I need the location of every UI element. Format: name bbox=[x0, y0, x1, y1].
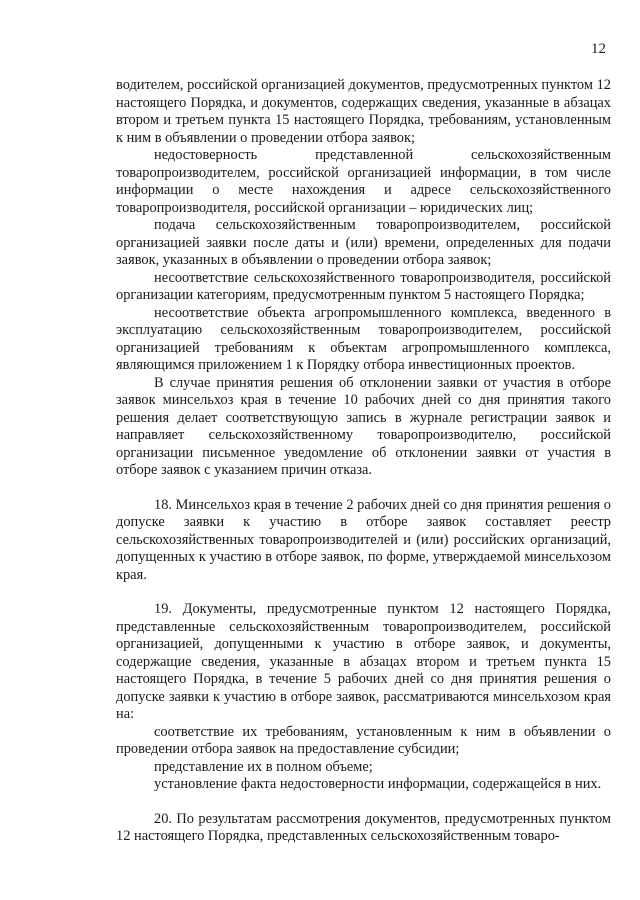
paragraph-continuation: водителем, российской организацией документов, предусмотренных пунктом 12 настоящего Порядка, и документов, содержащих сведения, указанные в абзацах втором и третьем пункта 15 настоящего Порядка, требованиям, установленным к ним в объявлении о проведении отбора заявок; bbox=[116, 77, 611, 146]
paragraph-rejection-notice: В случае принятия решения об отклонении заявки от участия в отборе заявок минсельхоз края в течение 10 рабочих дней со дня принятия такого решения делает соответствующую запись в журнале регистрации заявок и направляет сельскохозяйственному товаропроизводителю, российской организации письменное уведомление об отклонении заявки от участия в отборе заявок с указанием причин отказа. bbox=[116, 374, 611, 478]
paragraph-compliance: соответствие их требованиям, установленным к ним в объявлении о проведении отбора заявок на предоставление субсидии; bbox=[116, 723, 611, 757]
paragraph-unreliability: недостоверность представленной сельскохозяйственным товаропроизводителем, российской организацией информации, в том числе информации о месте нахождения и адресе сельскохозяйственного товаропроизводителя, российской организации – юридических лиц; bbox=[116, 147, 611, 216]
paragraph-category-mismatch: несоответствие сельскохозяйственного товаропроизводителя, российской организации категориям, предусмотренным пунктом 5 настоящего Порядка; bbox=[116, 269, 611, 303]
paragraph-completeness: представление их в полном объеме; bbox=[154, 758, 373, 775]
paragraph-item-19: 19. Документы, предусмотренные пунктом 12 настоящего Порядка, представленные сельскохозяйственным товаропроизводителем, российской организацией, допущенными к участию в отборе заявок, и документы, содержащие сведения, указанные в абзацах втором и третьем пункта 15 настоящего Порядка, в течение 5 рабочих дней со дня принятия решения о допуске заявки к участию в отборе заявок, рассматриваются минсельхозом края на: bbox=[116, 601, 611, 722]
paragraph-late-submission: подача сельскохозяйственным товаропроизводителем, российской организацией заявки после даты и (или) времени, определенных для подачи заявок, указанных в объявлении о проведении отбора заявок; bbox=[116, 217, 611, 268]
document-body bbox=[116, 77, 611, 846]
paragraph-item-18: 18. Минсельхоз края в течение 2 рабочих дней со дня принятия решения о допуске заявки к участию в отборе заявок составляет реестр сельскохозяйственных товаропроизводителей и (или) российских организаций, допущенных к участию в отборе заявок, по форме, утверждаемой минсельхозом края. bbox=[116, 496, 611, 583]
page-number: 12 bbox=[591, 41, 606, 57]
paragraph-item-20: 20. По результатам рассмотрения документов, предусмотренных пунктом 12 настоящего Порядка, представленных сельскохозяйственным товаро- bbox=[116, 810, 611, 844]
paragraph-object-mismatch: несоответствие объекта агропромышленного комплекса, введенного в эксплуатацию сельскохозяйственным товаропроизводителем, российской организацией требованиям к объектам агропромышленного комплекса, являющимся приложением 1 к Порядку отбора инвестиционных проектов. bbox=[116, 304, 611, 373]
paragraph-unreliability-fact: установление факта недостоверности информации, содержащейся в них. bbox=[154, 776, 602, 792]
